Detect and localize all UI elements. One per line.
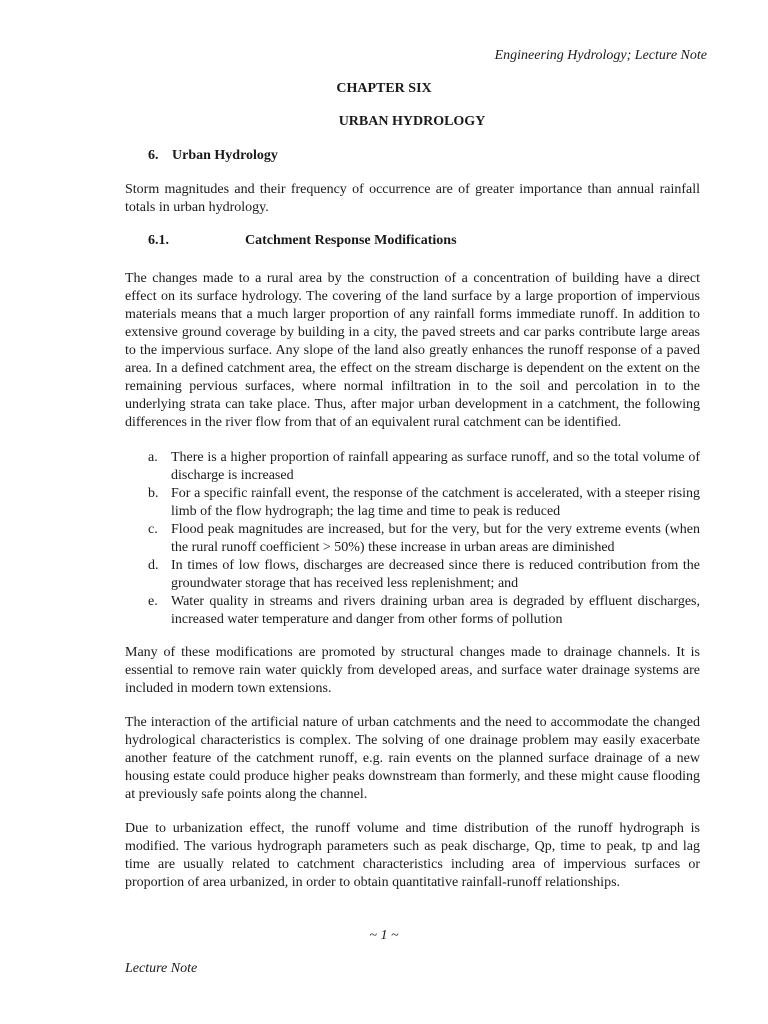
body-paragraph-3: The interaction of the artificial nature of urban catchments and the need to accommodate the changed hydrological characteristics is complex. The solving of one drainage problem may easily exacerbate another feature of the catchment runoff, e.g. rain events on the planned surface drainage of a new housing estate could produce higher peaks downstream than formerly, and these might cause flooding at previously safe points along the channel.	[125, 715, 700, 802]
chapter-heading: CHAPTER SIX	[336, 81, 432, 96]
running-footer: Lecture Note	[125, 961, 198, 976]
list-marker: d.	[148, 558, 159, 573]
section-title: Urban Hydrology	[172, 148, 278, 163]
list-item-text: In times of low flows, discharges are decreased since there is reduced contribution from the groundwater storage that has received less replenishment; and	[171, 558, 700, 591]
subsection-number: 6.1.	[148, 233, 169, 248]
list-item-text: For a specific rainfall event, the response of the catchment is accelerated, with a steeper rising limb of the flow hydrograph; the lag time and time to peak is reduced	[171, 486, 700, 519]
section-heading	[148, 147, 278, 165]
list-marker: c.	[148, 522, 158, 537]
intro-paragraph: Storm magnitudes and their frequency of occurrence are of greater importance than annual rainfall totals in urban hydrology.	[125, 182, 700, 215]
subsection-heading	[148, 232, 457, 250]
list-item	[148, 449, 700, 485]
list-item-text: Flood peak magnitudes are increased, but for the very, but for the very extreme events (when the rural runoff coefficient > 50%) these increase in urban areas are diminished	[171, 522, 700, 555]
body-paragraph-2: Many of these modifications are promoted by structural changes made to drainage channels. It is essential to remove rain water quickly from developed areas, and surface water drainage systems are included in modern town extensions.	[125, 645, 700, 696]
section-number: 6.	[148, 148, 159, 163]
list-item	[148, 521, 700, 557]
body-paragraph-4: Due to urbanization effect, the runoff volume and time distribution of the runoff hydrograph is modified. The various hydrograph parameters such as peak discharge, Qp, time to peak, tp and lag time are usually related to catchment characteristics including area of impervious surfaces or proportion of area urbanized, in order to obtain quantitative rainfall-runoff relationships.	[125, 821, 700, 890]
differences-list	[148, 449, 700, 629]
page-number: ~ 1 ~	[369, 928, 399, 943]
subsection-title: Catchment Response Modifications	[245, 233, 457, 248]
list-marker: a.	[148, 450, 158, 465]
chapter-title: URBAN HYDROLOGY	[338, 114, 486, 129]
running-header: Engineering Hydrology; Lecture Note	[494, 48, 707, 63]
list-item	[148, 593, 700, 629]
list-marker: b.	[148, 486, 159, 501]
list-marker: e.	[148, 594, 158, 609]
list-item	[148, 557, 700, 593]
body-paragraph-1: The changes made to a rural area by the construction of a concentration of building have a direct effect on its surface hydrology. The covering of the land surface by a large proportion of impervious materials means that a much larger proportion of any rainfall forms immediate runoff. In addition to extensive ground coverage by building in a city, the paved streets and car parks contribute large areas to the impervious surface. Any slope of the land also greatly enhances the runoff response of a paved area. In a defined catchment area, the effect on the stream discharge is dependent on the extent on the remaining pervious surfaces, where normal infiltration in to the soil and percolation in to the underlying strata can take place. Thus, after major urban development in a catchment, the following differences in the river flow from that of an equivalent rural catchment can be identified.	[125, 271, 700, 430]
list-item-text: Water quality in streams and rivers draining urban area is degraded by effluent discharges, increased water temperature and danger from other forms of pollution	[171, 594, 700, 627]
list-item-text: There is a higher proportion of rainfall appearing as surface runoff, and so the total volume of discharge is increased	[171, 450, 700, 483]
list-item	[148, 485, 700, 521]
